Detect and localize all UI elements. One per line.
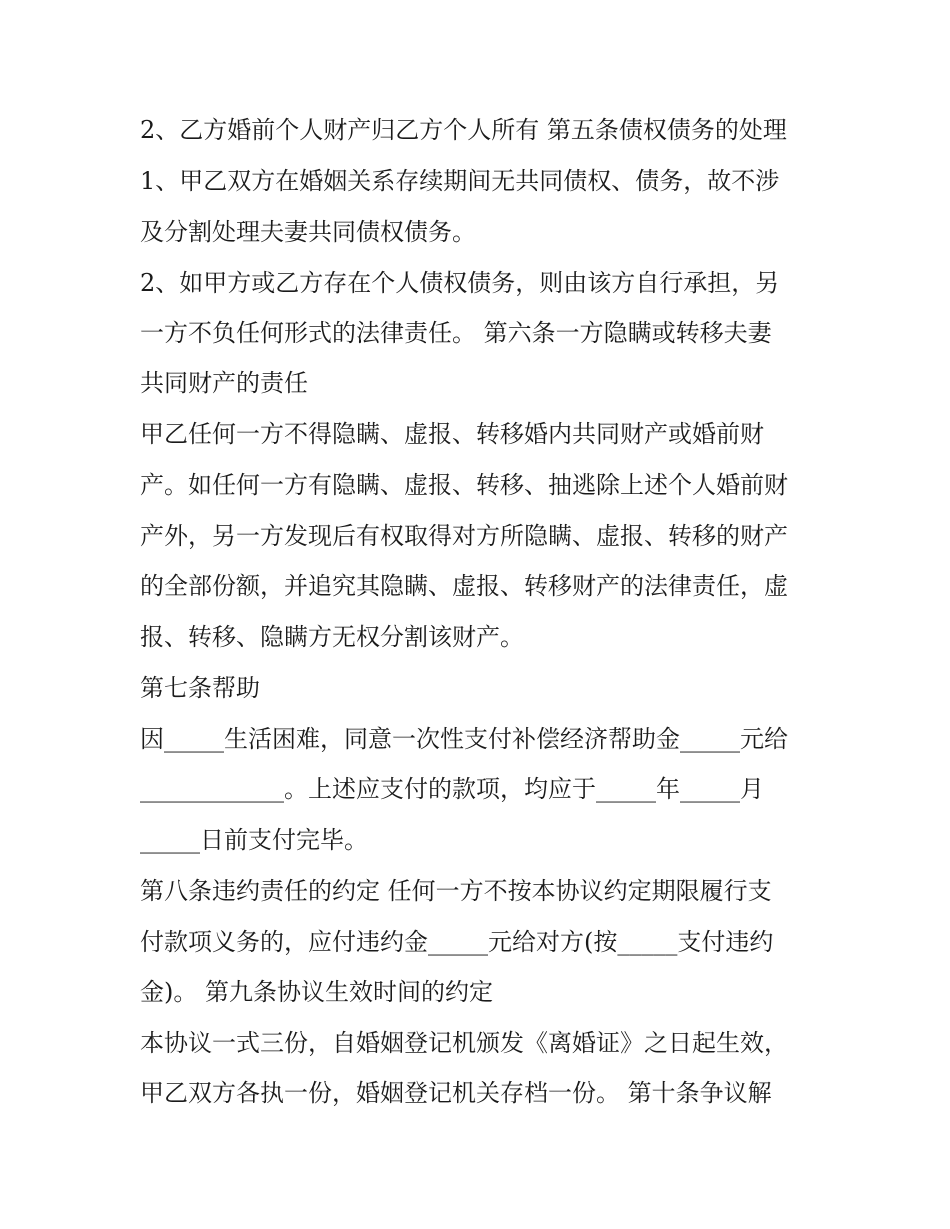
text-line: 共同财产的责任 — [140, 369, 308, 397]
text-line: 甲乙双方各执一份，婚姻登记机关存档一份。 第十条争议解 — [140, 1079, 772, 1107]
text-line: 第七条帮助 — [140, 674, 260, 702]
text-line: _____日前支付完毕。 — [140, 826, 368, 854]
text-line: ____________。上述应支付的款项，均应于_____年_____月 — [140, 775, 764, 803]
text-line: 因_____生活困难，同意一次性支付补偿经济帮助金_____元给 — [140, 725, 788, 753]
text-line: 第八条违约责任的约定 任何一方不按本协议约定期限履行支 — [140, 877, 772, 905]
text-line: 本协议一式三份，自婚姻登记机颁发《离婚证》之日起生效， — [140, 1029, 788, 1057]
text-line: 金)。 第九条协议生效时间的约定 — [140, 978, 493, 1006]
text-line: 甲乙任何一方不得隐瞒、虚报、转移婚内共同财产或婚前财 — [140, 420, 764, 448]
text-line: 产。如任何一方有隐瞒、虚报、转移、抽逃除上述个人婚前财 — [140, 471, 788, 499]
text-line: 2、乙方婚前个人财产归乙方个人所有 第五条债权债务的处理 — [140, 116, 787, 144]
text-line: 的全部份额，并追究其隐瞒、虚报、转移财产的法律责任，虚 — [140, 572, 788, 600]
text-line: 2、如甲方或乙方存在个人债权债务，则由该方自行承担，另 — [140, 269, 780, 297]
text-line: 产外，另一方发现后有权取得对方所隐瞒、虚报、转移的财产 — [140, 522, 788, 550]
text-line: 报、转移、隐瞒方无权分割该财产。 — [140, 623, 524, 651]
text-line: 1、甲乙双方在婚姻关系存续期间无共同债权、债务，故不涉 — [140, 167, 780, 195]
text-line: 一方不负任何形式的法律责任。 第六条一方隐瞒或转移夫妻 — [140, 319, 772, 347]
text-line: 付款项义务的，应付违约金_____元给对方(按_____支付违约 — [140, 928, 774, 956]
text-line: 及分割处理夫妻共同债权债务。 — [140, 218, 476, 246]
